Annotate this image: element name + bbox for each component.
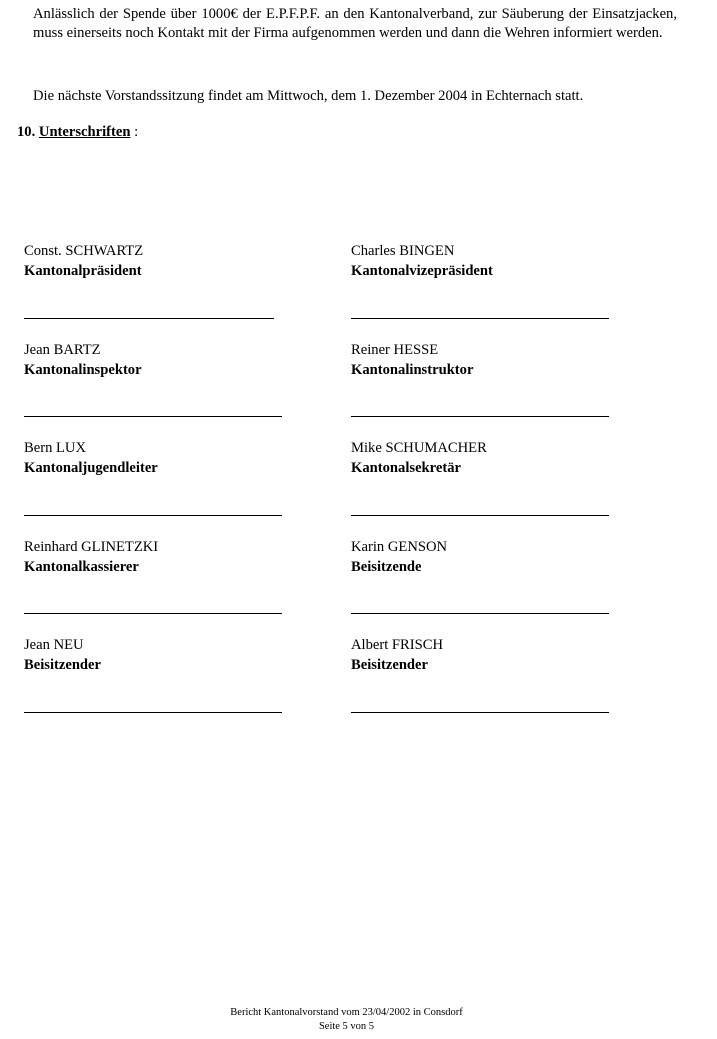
signatory-role: Kantonalpräsident <box>24 263 142 279</box>
signature-line <box>24 613 282 614</box>
signature-block <box>24 340 142 380</box>
signature-line <box>24 515 282 516</box>
signature-block <box>351 635 443 675</box>
signatory-role: Kantonalvizepräsident <box>351 263 493 279</box>
paragraph-donation: Anlässlich der Spende über 1000€ der E.P.F.P.F. an den Kantonalverband, zur Säuberung der Einsatzjacken, muss einerseits noch Kontakt mit der Firma aufgenommen werden und dann die Wehren informiert werden. <box>33 6 677 41</box>
signatory-name: Const. SCHWARTZ <box>24 243 144 259</box>
signatory-role: Beisitzende <box>351 559 422 575</box>
signature-block <box>24 438 158 478</box>
signatory-name: Charles BINGEN <box>351 243 455 259</box>
signatory-role: Beisitzender <box>24 657 102 673</box>
page-footer <box>0 1006 693 1034</box>
section-suffix: : <box>130 124 139 140</box>
signatory-role: Beisitzender <box>351 657 429 673</box>
signature-line <box>351 416 609 417</box>
signature-line <box>24 712 282 713</box>
signature-line <box>351 613 609 614</box>
signature-block <box>351 241 493 281</box>
signatory-name: Jean NEU <box>24 637 84 653</box>
signature-line <box>351 318 609 319</box>
signatory-name: Jean BARTZ <box>24 342 101 358</box>
footer-page-number: Seite 5 von 5 <box>318 1021 375 1032</box>
signature-block <box>351 438 487 478</box>
signatory-name: Karin GENSON <box>351 539 448 555</box>
signature-block <box>24 241 143 281</box>
signatory-role: Kantonalkassierer <box>24 559 139 575</box>
section-title: Unterschriften <box>38 124 131 140</box>
signature-line <box>351 712 609 713</box>
section-heading <box>17 123 138 142</box>
signatory-name: Albert FRISCH <box>351 637 444 653</box>
signatory-role: Kantonalinspektor <box>24 362 142 378</box>
signatory-name: Bern LUX <box>24 440 87 456</box>
signature-block <box>351 340 473 380</box>
footer-report-line: Bericht Kantonalvorstand vom 23/04/2002 in Consdorf <box>230 1007 463 1018</box>
signature-line <box>351 515 609 516</box>
signatory-name: Reiner HESSE <box>351 342 439 358</box>
signatory-name: Mike SCHUMACHER <box>351 440 487 456</box>
signatory-name: Reinhard GLINETZKI <box>24 539 159 555</box>
signature-block <box>24 635 101 675</box>
signature-line <box>24 318 274 319</box>
signature-block <box>24 537 158 577</box>
signature-block <box>351 537 447 577</box>
signatory-role: Kantonaljugendleiter <box>24 460 158 476</box>
section-number: 10. <box>17 124 36 140</box>
signatory-role: Kantonalsekretär <box>351 460 461 476</box>
paragraph-next-meeting: Die nächste Vorstandssitzung findet am Mittwoch, dem 1. Dezember 2004 in Echternach statt. <box>33 88 584 104</box>
signatory-role: Kantonalinstruktor <box>351 362 474 378</box>
signature-line <box>24 416 282 417</box>
